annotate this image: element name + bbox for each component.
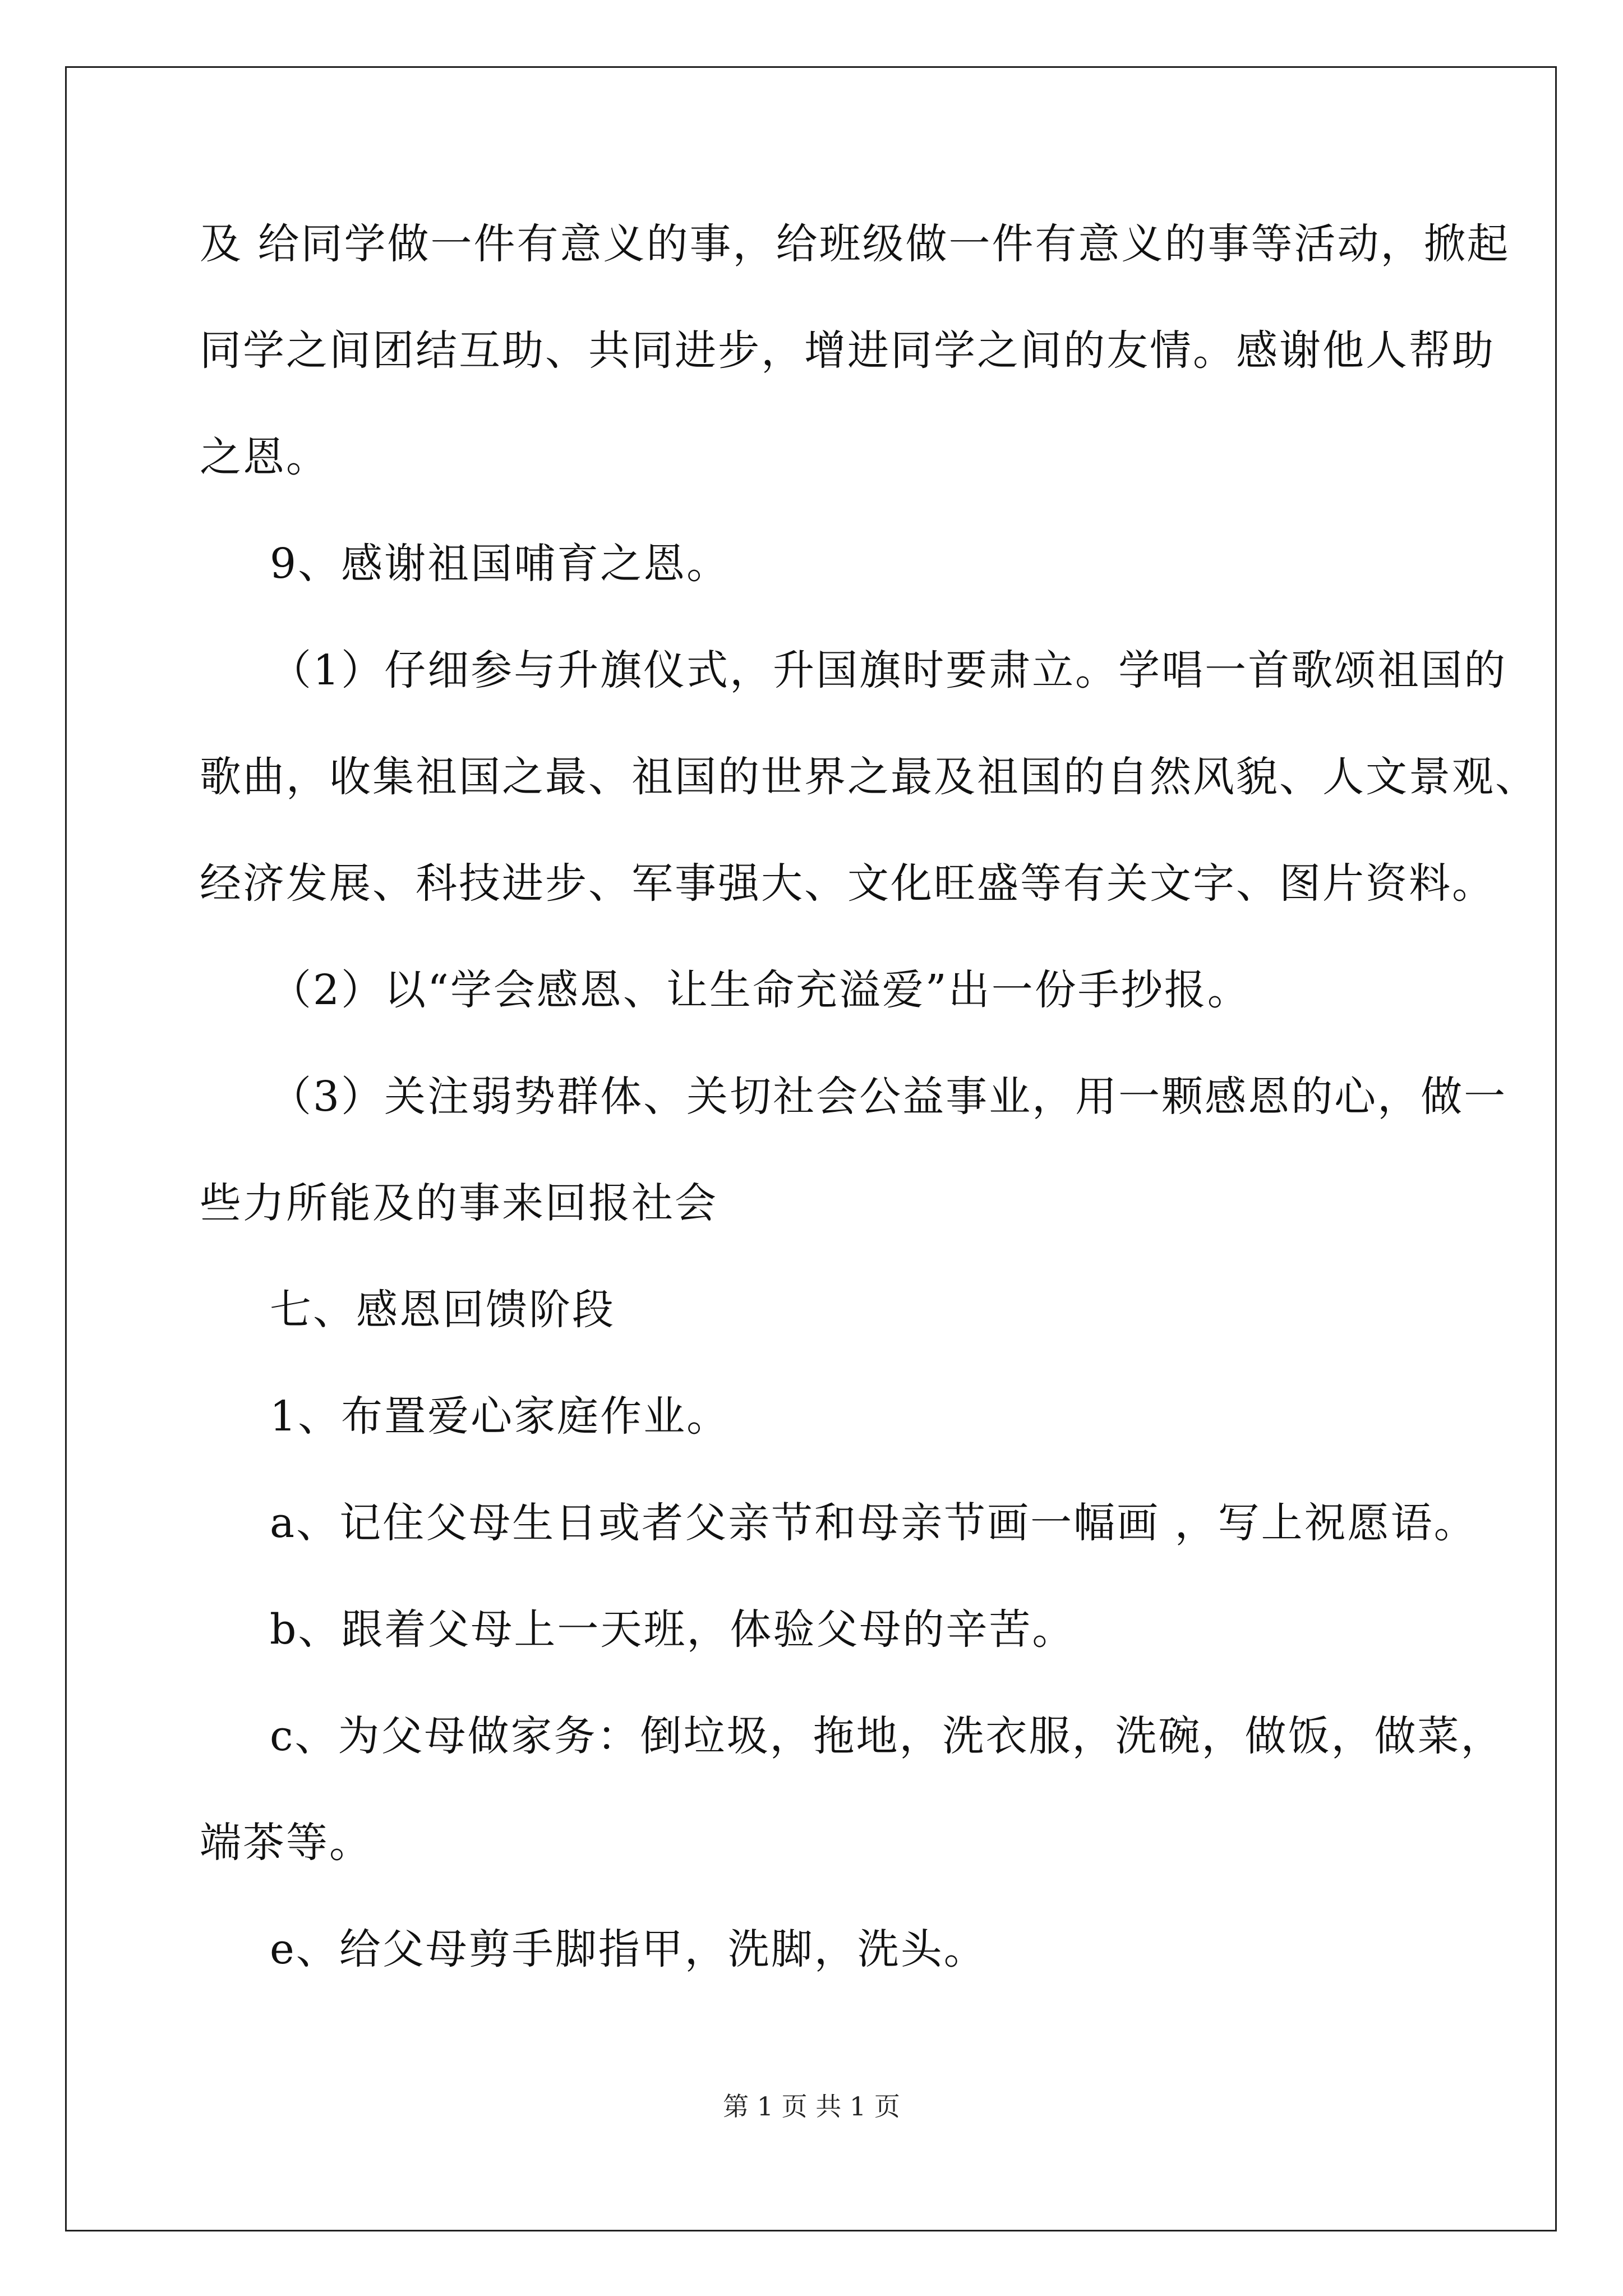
text-line: 1、布置爱心家庭作业。 <box>270 1392 730 1441</box>
text-line: 之恩。 <box>200 433 329 481</box>
text-line: 七、感恩回馈阶段 <box>270 1286 615 1334</box>
page-border <box>65 66 1557 2231</box>
text-line: 些力所能及的事来回报社会 <box>200 1179 718 1227</box>
text-line: b、跟着父母上一天班，体验父母的辛苦。 <box>270 1605 1076 1654</box>
text-line: 同学之间团结互助、共同进步，增进同学之间的友情。感谢他人帮助 <box>200 326 1495 375</box>
page-number-footer: 第 1 页 共 1 页 <box>723 2091 900 2122</box>
text-line: a、记住父母生日或者父亲节和母亲节画一幅画 ，写上祝愿语。 <box>270 1499 1477 1547</box>
text-line: c、为父母做家务：倒垃圾，拖地，洗衣服，洗碗，做饭，做菜， <box>270 1712 1504 1760</box>
text-line: e、给父母剪手脚指甲，洗脚，洗头。 <box>270 1925 987 1973</box>
text-line: 歌曲，收集祖国之最、祖国的世界之最及祖国的自然风貌、人文景观、 <box>200 753 1538 801</box>
text-line: （1）仔细参与升旗仪式，升国旗时要肃立。学唱一首歌颂祖国的 <box>270 646 1507 694</box>
text-line: （3）关注弱势群体、关切社会公益事业，用一颗感恩的心，做一 <box>270 1073 1507 1121</box>
text-line: 及 给同学做一件有意义的事，给班级做一件有意义的事等活动，掀起 <box>200 220 1510 268</box>
text-line: （2）以“学会感恩、让生命充溢爱”出一份手抄报。 <box>270 966 1251 1014</box>
text-line: 经济发展、科技进步、军事强大、文化旺盛等有关文字、图片资料。 <box>200 859 1495 908</box>
text-line: 9、感谢祖国哺育之恩。 <box>270 540 730 588</box>
text-line: 端茶等。 <box>200 1819 372 1867</box>
